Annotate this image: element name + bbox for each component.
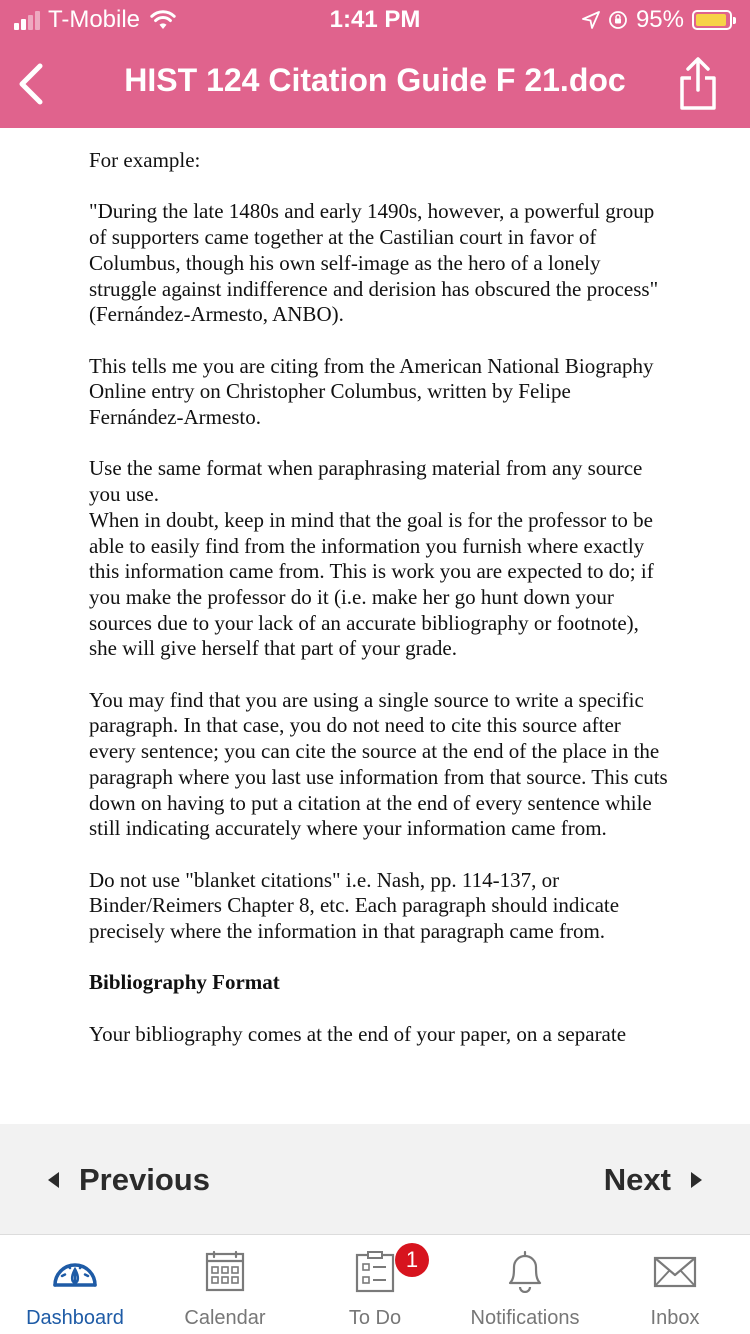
previous-label: Previous: [79, 1162, 210, 1197]
envelope-icon: [650, 1249, 700, 1293]
doc-paragraph: When in doubt, keep in mind that the goal is for the professor to be able to easily find from the information you furnish where exactly this information came from. This is work you are expected to do; if you make the professor do it (i.e. make her go hunt down your sources due to your lack of an accurate bibliography or footnote), she will give herself that part of your grade.: [89, 507, 654, 661]
tab-todo[interactable]: [300, 1235, 450, 1334]
doc-paragraph: Do not use "blanket citations" i.e. Nash, pp. 114-137, or Binder/Reimers Chapter 8, etc. Each paragraph should indicate precisely where the information in that paragraph came from.: [89, 867, 620, 944]
doc-quote-paragraph: "During the late 1480s and early 1490s, however, a powerful group of supporters came together at the Castilian court in favor of Columbus, though his own self-image as the hero of a lonely struggle against indifference and derision has obscured the process" (Fernández-Armesto, ANBO).: [89, 199, 659, 327]
tab-dashboard[interactable]: [0, 1235, 150, 1334]
dashboard-gauge-icon: [50, 1249, 100, 1293]
tab-bar: [0, 1234, 750, 1334]
navigation-bar: [0, 40, 750, 128]
next-button[interactable]: [604, 1160, 702, 1200]
caret-left-icon: [48, 1172, 59, 1188]
tab-calendar[interactable]: [150, 1235, 300, 1334]
status-bar: [0, 0, 750, 40]
todo-count-badge: 1: [395, 1243, 429, 1277]
pager-bar: [0, 1124, 750, 1234]
battery-percent: 95%: [635, 6, 684, 33]
tab-label: Notifications: [470, 1307, 580, 1329]
doc-paragraph: For example:: [89, 148, 201, 172]
battery-fill: [696, 14, 726, 26]
tab-label: To Do: [348, 1307, 402, 1329]
doc-section-heading: Bibliography Format: [89, 970, 280, 995]
share-button[interactable]: [676, 56, 720, 112]
document-title: HIST 124 Citation Guide F 21.doc: [124, 62, 626, 98]
tab-label: Dashboard: [26, 1307, 124, 1329]
todo-checklist-icon: [350, 1249, 400, 1293]
tab-inbox[interactable]: [600, 1235, 750, 1334]
doc-paragraph: Your bibliography comes at the end of your paper, on a separate: [89, 1021, 627, 1046]
previous-button[interactable]: [48, 1160, 210, 1200]
chevron-left-icon: [10, 60, 54, 108]
bell-icon: [500, 1249, 550, 1293]
document-viewer[interactable]: [0, 128, 750, 1124]
caret-right-icon: [691, 1172, 702, 1188]
tab-notifications[interactable]: [450, 1235, 600, 1334]
calendar-icon: [200, 1249, 250, 1293]
document-body: [89, 148, 669, 1073]
orientation-lock-icon: [608, 10, 628, 30]
battery-icon: [692, 10, 732, 30]
share-icon: [676, 56, 720, 112]
doc-paragraph: Use the same format when paraphrasing material from any source you use.: [89, 456, 643, 507]
doc-paragraph: This tells me you are citing from the American National Biography Online entry on Christopher Columbus, written by Felipe Fernández-Armesto.: [89, 353, 654, 429]
doc-paragraph: You may find that you are using a single source to write a specific paragraph. In that case, you do not need to cite this source after every sentence; you can cite the source at the end of the place in the paragraph where you last use information from that source. This cuts down on having to put a citation at the end of every sentence while still indicating accurately where your information came from.: [89, 687, 668, 841]
tab-label: Inbox: [650, 1307, 700, 1329]
carrier-name: T-Mobile: [48, 6, 141, 33]
status-time: 1:41 PM: [329, 6, 421, 33]
status-right: [582, 6, 736, 34]
tab-label: Calendar: [184, 1307, 266, 1329]
back-button[interactable]: [10, 60, 54, 108]
next-label: Next: [603, 1162, 671, 1197]
location-arrow-icon: [582, 11, 600, 29]
